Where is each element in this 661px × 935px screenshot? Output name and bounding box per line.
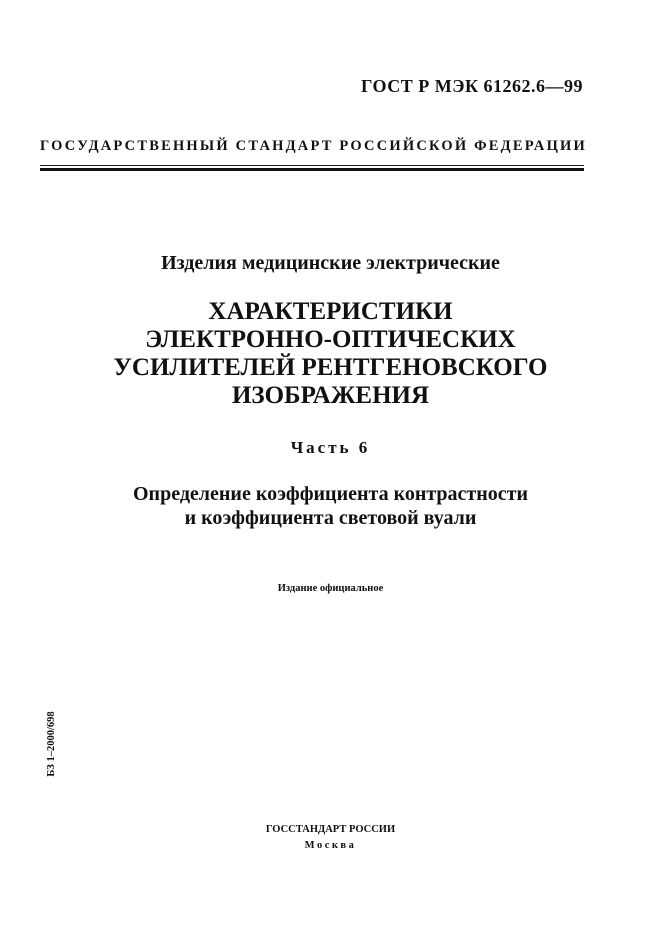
document-subtitle: Изделия медицинские электрические xyxy=(161,252,500,274)
standard-number: ГОСТ Р МЭК 61262.6—99 xyxy=(361,76,583,96)
main-title-line: УСИЛИТЕЛЕЙ РЕНТГЕНОВСКОГО xyxy=(113,354,548,381)
document-main-title xyxy=(0,298,661,410)
publisher-name: ГОССТАНДАРТ РОССИИ xyxy=(265,824,396,835)
header-rule-thick xyxy=(40,168,584,171)
part-title xyxy=(0,482,661,530)
main-title-line: ЭЛЕКТРОННО-ОПТИЧЕСКИХ xyxy=(145,326,516,353)
side-code-vertical: БЗ 1–2000/698 xyxy=(46,711,57,777)
main-title-line: ИЗОБРАЖЕНИЯ xyxy=(231,382,430,409)
part-title-line: и коэффициента световой вуали xyxy=(184,507,477,529)
part-title-line: Определение коэффициента контрастности xyxy=(133,483,528,505)
part-number: Часть 6 xyxy=(290,438,371,457)
state-standard-heading: ГОСУДАРСТВЕННЫЙ СТАНДАРТ РОССИЙСКОЙ ФЕДЕРАЦИИ xyxy=(40,138,588,154)
publisher-city: Москва xyxy=(304,840,357,851)
main-title-line: ХАРАКТЕРИСТИКИ xyxy=(208,298,453,325)
edition-label: Издание официальное xyxy=(277,583,384,594)
header-rule-thin xyxy=(40,165,584,166)
